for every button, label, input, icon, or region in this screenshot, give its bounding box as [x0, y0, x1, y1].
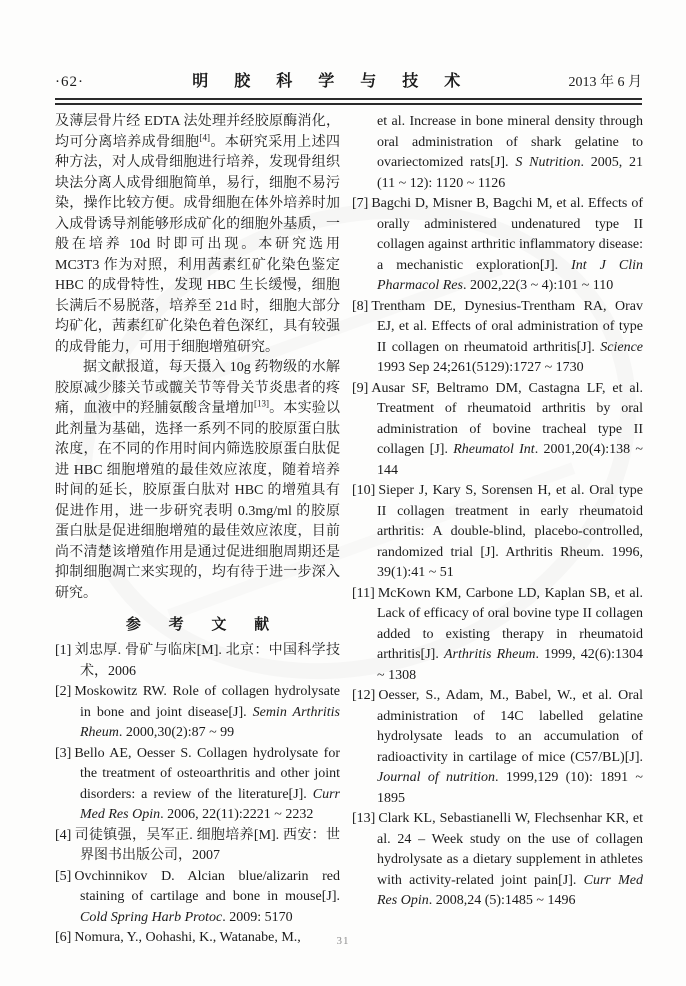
reference-label: [2] — [55, 684, 72, 699]
text-segment: Sieper J, Kary S, Sorensen H, et al. Oral type II collagen treatment in early rheumatoid arthritis: A double-blind, placebo-controlled, randomized trial [J]. Arthritis Rheum. 1996, 39(1):41 ~ 51 — [377, 483, 643, 580]
reference-label: [7] — [352, 196, 369, 211]
reference-list-right — [352, 194, 643, 912]
left-column — [55, 112, 340, 949]
reference-label: [12] — [352, 688, 376, 703]
journal-title: 明 胶 科 学 与 技 术 — [192, 73, 472, 90]
body-paragraphs — [55, 112, 340, 604]
text-segment: Bagchi D, Misner B, Bagchi M, et al. Effects of orally administered undenatured type II collagen against arthritic inflammatory disease: a mechanistic exploration[J]. — [371, 196, 643, 273]
text-segment: McKown KM, Carbone LD, Kaplan SB, et al. Lack of efficacy of oral bovine type II collagen added to existing therapy in rheumatoid arthritis[J]. — [377, 585, 643, 662]
reference-label: [4] — [55, 827, 72, 843]
text-segment: Semin Arthritis Rheum — [80, 704, 341, 740]
reference-item — [55, 682, 340, 744]
references-heading: 参 考 文 献 — [125, 617, 282, 633]
right-column — [352, 112, 643, 912]
reference-item — [352, 584, 643, 687]
text-segment: . 2000,30(2):87 ~ 99 — [118, 725, 235, 740]
text-segment: Oesser, S., Adam, M., Babel, W., et al. Oral administration of 14C labelled gelatine hydrolysate leads to an accumulation of radioactivity in cartilage of mice (C57/BL)[J]. — [377, 688, 643, 765]
text-segment: Arthritis Rheum — [443, 647, 536, 662]
text-segment: 据文献报道，每天摄入 10g 药物级的水解胶原减少膝关节或髋关节等骨关节炎患者的疼痛，血液中的羟脯氨酸含量增加 — [55, 360, 340, 416]
reference-item — [352, 297, 643, 379]
footer-page-number: 31 — [336, 935, 350, 947]
text-segment: . 1999,129 (10): 1891 ~ 1895 — [377, 770, 644, 806]
text-segment: 1993 Sep 24;261(5129):1727 ~ 1730 — [377, 360, 584, 375]
text-segment: . 2002,22(3 ~ 4):101 ~ 110 — [462, 278, 614, 293]
reference-item — [352, 481, 643, 584]
body-paragraph — [55, 358, 340, 604]
reference-continuation — [352, 112, 643, 194]
reference-item — [55, 744, 340, 826]
text-segment: [13] — [253, 398, 269, 409]
reference-label: [5] — [55, 868, 72, 884]
text-segment: Moskowitz RW. Role of collagen hydrolysate in bone and joint disease[J]. — [74, 684, 340, 720]
reference-label: [10] — [352, 483, 376, 498]
text-segment: Cold Spring Harb Protoc — [80, 909, 223, 925]
text-segment: Ovchinnikov D. Alcian blue/alizarin red staining of cartilage and bone in mouse[J]. — [74, 868, 340, 904]
header-issue-date: 2013 年 6 月 — [568, 75, 642, 90]
text-segment: [4] — [199, 131, 210, 142]
text-segment: S Nutrition — [515, 155, 581, 170]
reference-item — [55, 867, 340, 929]
reference-item — [352, 809, 643, 912]
text-segment: Rheumatol Int — [453, 442, 535, 457]
reference-label: [9] — [352, 380, 369, 396]
reference-label: [3] — [55, 745, 72, 761]
text-segment: 。本实验以此剂量为基础，选择一系列不同的胶原蛋白肽浓度，在不同的作用时间内筛选胶原蛋白肽促进 HBC 细胞增殖的最佳效应浓度，随着培养时间的延长，胶原蛋白肽对 HBC 的增殖具有促进作用，进一步研究表明 0.3mg/ml 的胶原蛋白肽是促进细胞增殖的最佳效应浓度，目前尚不清楚该增殖作用是通过促进细胞周期还是抑制细胞凋亡来实现的，均有待于进一步深入研究。 — [55, 401, 341, 601]
text-segment: Clark KL, Sebastianelli W, Flechsenhar KR, et al. 24 – Week study on the use of collagen hydrolysate as a dietary supplement in athletes with activity-related joint pain[J]. — [377, 811, 643, 888]
text-segment: Int J Clin Pharmacol Res — [377, 257, 643, 293]
header-double-rule — [55, 98, 642, 105]
reference-label: [1] — [55, 643, 72, 658]
text-segment: 。本研究采用上述四种方法，对人成骨细胞进行培养，发现骨组织块法分离人成骨细胞简单，易行，细胞不易污染，操作比较方便。成骨细胞在体外培养时加入成骨诱导剂能够形成矿化的细胞外基质，一般在培养 10d 时即可出现。本研究选用 MC3T3 作为对照，利用茜素红矿化染色鉴定 HBC 的成骨特性，发现 HBC 生长缓慢，细胞长满后不易脱落，培养至 21d 时，细胞大部分均矿化，茜素红矿化染色着色深红，具有较强的成骨能力，可用于细胞增殖研究。 — [55, 134, 341, 355]
reference-label: [8] — [352, 298, 369, 314]
body-paragraph — [55, 112, 340, 358]
text-segment: 及薄层骨片经 EDTA 法处理并经胶原酶消化，均可分离培养成骨细胞 — [55, 114, 340, 150]
header-page-number: ·62· — [55, 74, 84, 90]
text-segment: et al. Increase in bone mineral density through oral administration of shark gelatine to ovariectomized rats[J]. — [377, 114, 643, 170]
text-segment: . 2008,24 (5):1485 ~ 1496 — [428, 893, 576, 908]
reference-item — [55, 641, 340, 682]
text-segment: . 2009: 5170 — [222, 909, 293, 925]
text-segment: Curr Med Res Opin — [80, 786, 340, 822]
text-segment: Trentham DE, Dynesius-Trentham RA, Orav EJ, et al. Effects of oral administration of type II collagen on rheumatoid arthritis[J]. — [371, 298, 643, 355]
text-segment: Nomura, Y., Oohashi, K., Watanabe, M., — [74, 930, 301, 945]
text-segment: 刘忠厚. 骨矿与临床[M]. 北京：中国科学技术，2006 — [74, 643, 340, 679]
text-segment: Bello AE, Oesser S. Collagen hydrolysate for the treatment of osteoarthritis and other joint disorders: a review of the literature[J]. — [74, 745, 340, 802]
reference-label: [13] — [352, 811, 376, 826]
text-segment: . 2005, 21 (11 ~ 12): 1120 ~ 1126 — [377, 155, 643, 191]
text-segment: . 2006, 22(11):2221 ~ 2232 — [160, 807, 314, 822]
reference-item — [55, 826, 340, 867]
reference-label: [11] — [352, 585, 375, 601]
text-segment: . 1999, 42(6):1304 ~ 1308 — [377, 647, 643, 683]
text-segment: Curr Med Res Opin — [377, 872, 643, 908]
text-segment: Science — [600, 339, 643, 355]
reference-item — [352, 194, 643, 297]
page-header — [55, 68, 642, 91]
reference-list-left — [55, 641, 340, 949]
reference-label: [6] — [55, 930, 72, 945]
reference-item — [352, 686, 643, 809]
reference-item — [352, 379, 643, 482]
text-segment: 司徒镇强，吴军正. 细胞培养[M]. 西安：世界图书出版公司，2007 — [74, 827, 340, 863]
text-segment: Journal of nutrition — [377, 770, 496, 785]
text-segment: Ausar SF, Beltramo DM, Castagna LF, et al. Treatment of rheumatoid arthritis by oral administration of bovine tracheal type II collagen [J]. — [371, 380, 643, 457]
text-segment: . 2001,20(4):138 ~ 144 — [377, 442, 643, 478]
